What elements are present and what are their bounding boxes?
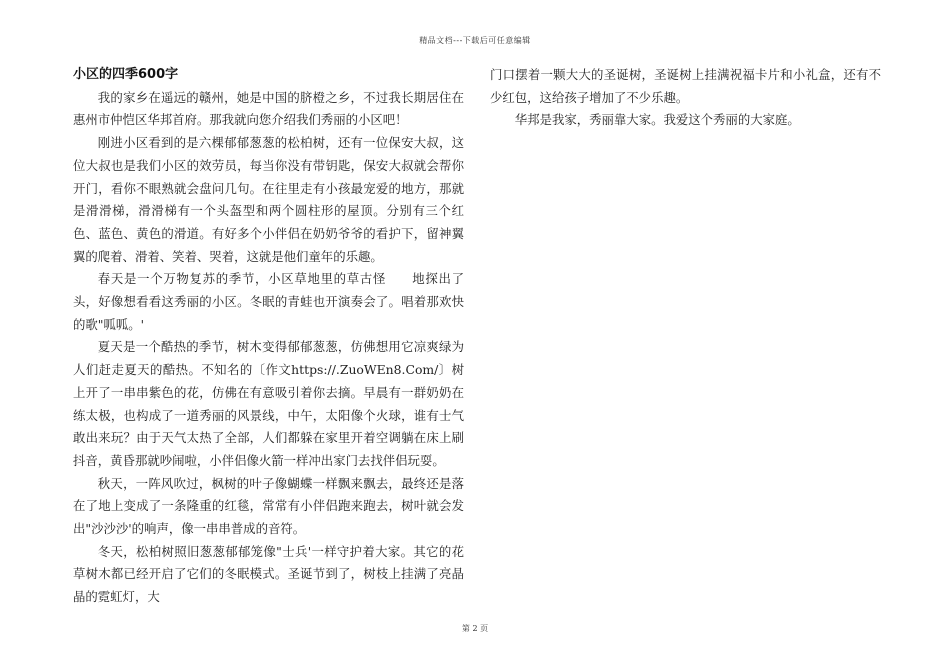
paragraph-winter: 冬天，松柏树照旧葱葱郁郁笼像"士兵'一样守护着大家。其它的花草树木都已经开启了它们的冬眠模式。圣诞节到了，树枝上挂满了亮晶晶的霓虹灯，大 (73, 543, 464, 605)
paragraph-conclusion: 华邦是我家，秀丽靠大家。我爱这个秀丽的大家庭。 (514, 112, 800, 128)
page-header: 精品文档---下载后可任意编辑 (419, 36, 531, 45)
page-number: 第 2 页 (461, 624, 489, 633)
paragraph-spring: 春天是一个万物复苏的季节，小区草地里的草古怪 地探出了头，好像想看看这秀丽的小区。冬眠的青蛙也开演奏会了。唱着那欢快的歌"呱呱。' (73, 271, 464, 332)
paragraph-summer: 夏天是一个酷热的季节，树木变得郁郁葱葱，仿佛想用它凉爽绿为人们赶走夏天的酷热。不知名的〔作文https://.ZuoWEn8.Com/〕树上开了一串串紫色的花，仿佛在有意吸引着你去摘。早晨有一群奶奶在练太极，也构成了一道秀丽的风景线，中午，太阳像个火球，谁有士气敢出来玩？由于天气太热了全部，人们都躲在家里开着空调躺在床上刷抖音，黄昏那就吵闹啦，小伴侣像火箭一样冲出家门去找伴侣玩耍。 (73, 339, 464, 468)
right-column (490, 64, 881, 132)
paragraph-winter-continued: 门口摆着一颗大大的圣诞树，圣诞树上挂满祝福卡片和小礼盒，还有不少红包，这给孩子增加了不少乐趣。 (490, 67, 881, 105)
paragraph-intro: 我的家乡在遥远的赣州，她是中国的脐橙之乡，不过我长期居住在惠州市仲恺区华邦首府。那我就向您介绍我们秀丽的小区吧！ (73, 89, 464, 128)
document-title: 小区的四季600字 (73, 67, 179, 82)
paragraph-entrance: 刚进小区看到的是六棵郁郁葱葱的松柏树，还有一位保安大叔，这位大叔也是我们小区的效劳员，每当你没有带钥匙，保安大叔就会帮你开门，看你不眼熟就会盘问几句。在往里走有小孩最宠爱的地方，那就是滑滑梯，滑滑梯有一个头盔型和两个圆柱形的屋顶。分别有三个红色、蓝色、黄色的滑道。有好多个小伴侣在奶奶爷爷的看护下，留神翼翼的爬着、滑着、笑着、哭着，这就是他们童年的乐趣。 (73, 135, 464, 264)
left-column (73, 64, 464, 609)
paragraph-autumn: 秋天，一阵风吹过，枫树的叶子像蝴蝶一样飘来飘去，最终还是落在了地上变成了一条隆重的红毯，常常有小伴侣跑来跑去，树叶就会发出"沙沙沙'的响声，像一串串普成的音符。 (73, 475, 464, 537)
